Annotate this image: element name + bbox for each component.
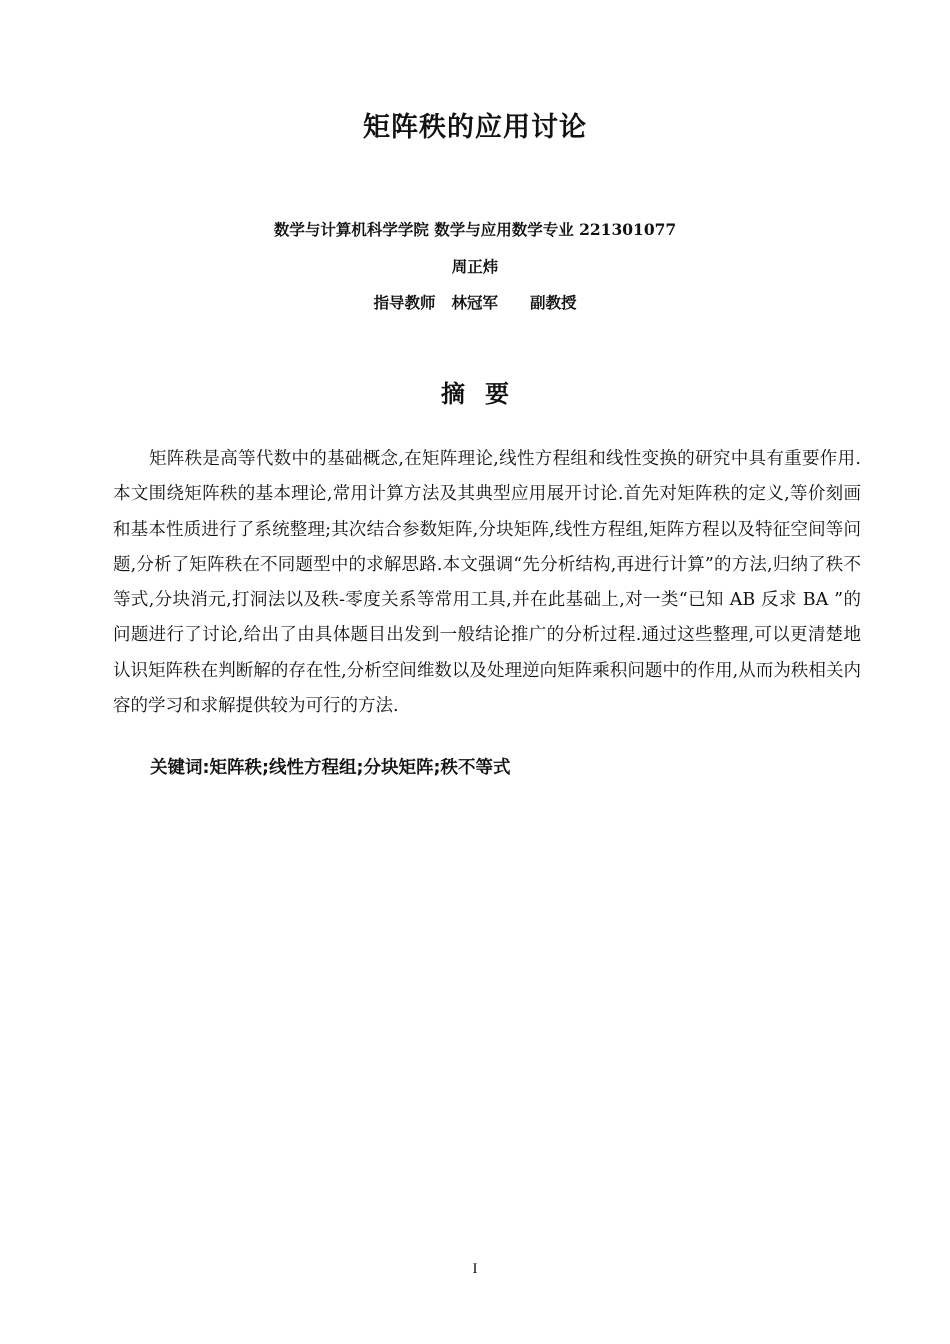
page-title: 矩阵秩的应用讨论 [363, 112, 587, 143]
advisor-line [0, 291, 950, 315]
page-number: I [472, 1261, 478, 1277]
abstract-heading: 摘要 [441, 380, 529, 408]
abstract-body: 矩阵秩是高等代数中的基础概念,在矩阵理论,线性方程组和线性变换的研究中具有重要作用.本文围绕矩阵秩的基本理论,常用计算方法及其典型应用展开讨论.首先对矩阵秩的定义,等价刻画和基本性质进行了系统整理;其次结合参数矩阵,分块矩阵,线性方程组,矩阵方程以及特征空间等问题,分析了矩阵秩在不同题型中的求解思路.本文强调“先分析结构,再进行计算”的方法,归纳了秩不等式,分块消元,打洞法以及秩-零度关系等常用工具,并在此基础上,对一类“已知 AB 反求 BA ”的问题进行了讨论,给出了由具体题目出发到一般结论推广的分析过程.通过这些整理,可以更清楚地认识矩阵秩在判断解的存在性,分析空间维数以及处理逆向矩阵乘积问题中的作用,从而为秩相关内容的学习和求解提供较为可行的方法. [113, 449, 861, 717]
author-name: 周正炜 [451, 257, 499, 276]
author-affiliation: 数学与计算机科学学院 数学与应用数学专业 221301077 [273, 220, 677, 239]
keywords-line: 关键词:矩阵秩;线性方程组;分块矩阵;秩不等式 [150, 758, 511, 778]
advisor-rank: 副教授 [530, 293, 577, 312]
advisor-name: 林冠军 [451, 293, 498, 312]
advisor-label: 指导教师 [373, 293, 436, 312]
